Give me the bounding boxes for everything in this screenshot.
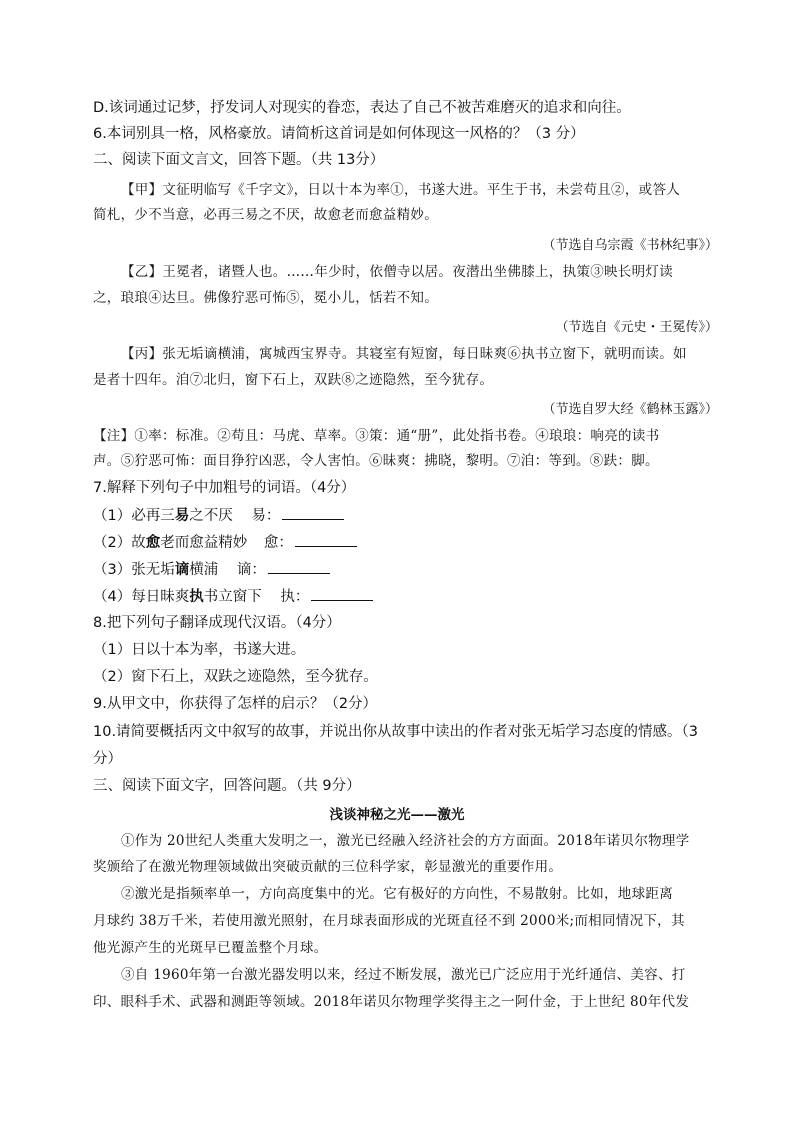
passage-bing-source: （节选自罗大经《鹤林玉露》） bbox=[542, 402, 718, 417]
q7-item-1-label: 易： bbox=[251, 508, 281, 524]
passage-bing-line-2: 是者十四年。洎⑦北归，窗下石上，双趺⑧之迹隐然，至今犹存。 bbox=[93, 372, 494, 388]
article-p1-line-1: ①作为 20世纪人类重大发明之一，激光已经融入经济社会的方方面面。2018年诺贝尔物理学 bbox=[121, 833, 690, 849]
section-3-title: 三、阅读下面文字，回答问题。（共 9分） bbox=[93, 778, 361, 794]
q7-item-2-text-tail: 老而愈益精妙 bbox=[160, 535, 248, 551]
passage-jia-source: （节选自乌宗霞《书林纪事》） bbox=[542, 238, 718, 253]
q10-question-line-2: 分） bbox=[93, 751, 122, 767]
q7-item-4-keyword: 执 bbox=[189, 589, 204, 605]
q8-sentence-2: （2）窗下石上，双趺之迹隐然，至今犹存。 bbox=[93, 669, 378, 685]
q7-answer-blank-2[interactable] bbox=[295, 532, 357, 547]
article-title: 浅谈神秘之光——激光 bbox=[329, 807, 465, 823]
article-p3-line-2: 印、眼科手术、武器和测距等领域。2018年诺贝尔物理学奖得主之一阿什金，于上世纪 80年代发 bbox=[93, 994, 690, 1010]
passage-yi-line-2: 之，琅琅④达旦。佛像狞恶可怖⑤，冕小儿，恬若不知。 bbox=[93, 290, 438, 306]
q7-title: 7.解释下列句子中加粗号的词语。（4分） bbox=[93, 480, 356, 496]
passage-jia-line-2: 简札，少不当意，必再三易之不厌，故愈老而愈益精妙。 bbox=[93, 207, 438, 223]
passage-bing-line-1: 【丙】张无垢谪横浦，寓城西宝界寺。其寝室有短窗，每日昧爽⑥执书立窗下，就明而读。如 bbox=[121, 346, 687, 362]
q7-item-4 bbox=[93, 586, 373, 607]
q7-answer-blank-4[interactable] bbox=[311, 586, 373, 601]
passage-yi-line-1: 【乙】王冕者，诸暨人也。……年少时，依僧寺以居。夜潜出坐佛膝上，执策③映长明灯读 bbox=[121, 264, 673, 280]
section-2-title: 二、阅读下面文言文，回答下题。（共 13分） bbox=[93, 152, 385, 168]
article-p3-line-1: ③自 1960年第一台激光器发明以来，经过不断发展，激光已广泛应用于光纤通信、美容、打 bbox=[121, 967, 686, 983]
q5-option-d: D.该词通过记梦，抒发词人对现实的眷恋，表达了自己不被苦难磨灭的追求和向往。 bbox=[93, 100, 631, 116]
article-p2-line-1: ②激光是指频率单一，方向高度集中的光。它有极好的方向性，不易散射。比如，地球距离 bbox=[121, 886, 673, 902]
q7-item-3-keyword: 谪 bbox=[174, 562, 190, 578]
q7-item-1 bbox=[93, 505, 344, 526]
q7-item-2-keyword: 愈 bbox=[145, 535, 161, 551]
q7-item-2-label: 愈： bbox=[263, 535, 293, 551]
q7-item-3-text-tail: 横浦 bbox=[189, 562, 219, 578]
article-p2-line-3: 他光源产生的光斑早已覆盖整个月球。 bbox=[93, 940, 328, 956]
q8-title: 8.把下列句子翻译成现代汉语。（4分） bbox=[93, 615, 341, 631]
q7-item-1-text-tail: 之不厌 bbox=[189, 508, 233, 524]
q7-answer-blank-1[interactable] bbox=[282, 505, 344, 520]
q7-item-1-keyword: 易 bbox=[174, 508, 190, 524]
article-p2-line-2: 月球约 38万千米，若使用激光照射，在月球表面形成的光斑直径不到 2000米;而相同情况下，其 bbox=[93, 913, 685, 929]
q8-sentence-1: （1）日以十本为率，书遂大进。 bbox=[93, 642, 306, 658]
q7-item-2 bbox=[93, 532, 357, 553]
q7-item-2-text: （2）故 bbox=[93, 535, 146, 551]
q7-item-3 bbox=[93, 559, 330, 580]
passage-yi-source: （节选自《元史・王冕传》） bbox=[555, 320, 718, 335]
q7-item-1-text: （1）必再三 bbox=[93, 508, 175, 524]
q7-answer-blank-3[interactable] bbox=[268, 559, 330, 574]
q6-question: 6.本词别具一格，风格豪放。请简析这首词是如何体现这一风格的？（3 分） bbox=[93, 126, 585, 142]
q7-item-3-label: 谪： bbox=[236, 562, 266, 578]
article-p1-line-2: 奖颁给了在激光物理领域做出突破贡献的三位科学家，彰显激光的重要作用。 bbox=[93, 859, 563, 875]
passage-jia-line-1: 【甲】文征明临写《千字文》，日以十本为率①，书遂大进。平生于书，未尝苟且②，或答人 bbox=[121, 182, 681, 198]
q9-question: 9.从甲文中，你获得了怎样的启示？（2分） bbox=[93, 696, 378, 712]
q7-item-4-label: 执： bbox=[280, 589, 310, 605]
notes-line-2: 声。⑤狞恶可怖：面目狰狞凶恶，令人害怕。⑥昧爽：拂晓，黎明。⑦洎：等到。⑧趺：脚。 bbox=[93, 453, 659, 469]
q7-item-4-text: （4）每日昧爽 bbox=[93, 589, 190, 605]
q7-item-4-text-tail: 书立窗下 bbox=[203, 589, 262, 605]
notes-line-1: 【注】①率：标准。②苟且：马虎、草率。③策：通“册”，此处指书卷。④琅琅：响亮的读书 bbox=[93, 428, 660, 444]
q7-item-3-text: （3）张无垢 bbox=[93, 562, 175, 578]
q10-question-line-1: 10.请简要概括丙文中叙写的故事，并说出你从故事中读出的作者对张无垢学习态度的情感。（3 bbox=[93, 724, 699, 740]
